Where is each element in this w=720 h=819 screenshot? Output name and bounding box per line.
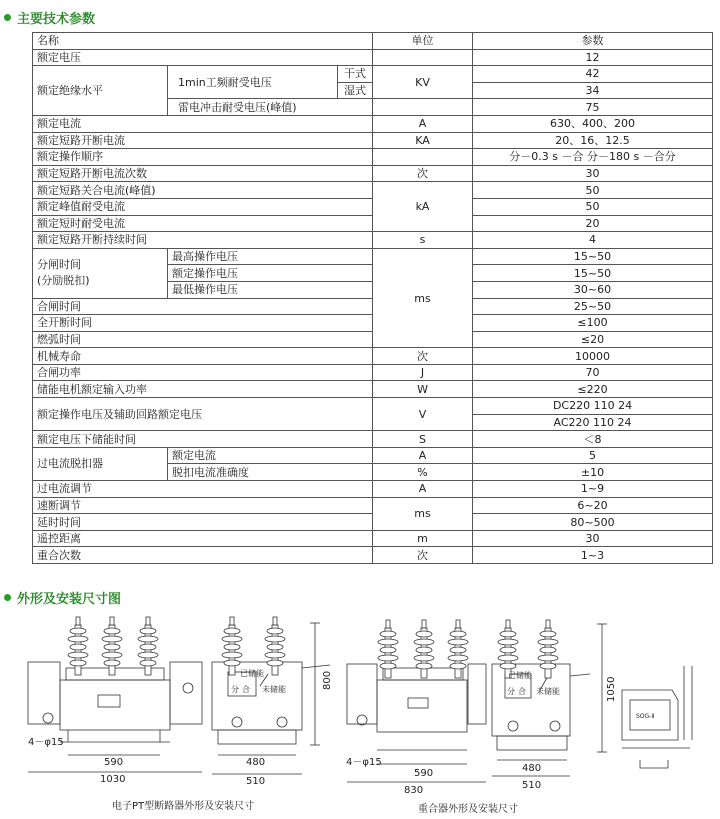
table-row: 额定操作电压及辅助回路额定电压 V DC220 110 24 [33, 398, 713, 415]
dim-590-left: 590 [104, 757, 124, 768]
recloser-front-view [347, 664, 486, 750]
section-title-drawings: 外形及安装尺寸图 [4, 588, 121, 607]
table-row: 分闸时间 (分励脱扣) 最高操作电压 ms 15~50 [33, 248, 713, 265]
table-row: 重合次数 次 1~3 [33, 547, 713, 564]
header-name: 名称 [33, 33, 373, 50]
table-row: 最低操作电压 30~60 [33, 281, 713, 298]
breaker-side-view [212, 662, 330, 744]
dim-590-right: 590 [414, 768, 434, 779]
sog-controller-view [622, 666, 692, 768]
sog-label: SOG-Ⅱ [636, 713, 655, 720]
dim-1050: 1050 [606, 676, 617, 702]
table-row: 合闸时间 25~50 [33, 298, 713, 315]
table-row: 额定短路开断持续时间 s 4 [33, 232, 713, 249]
label-open-right: 分 [507, 687, 515, 696]
table-row: 额定电压下储能时间 S ＜8 [33, 431, 713, 448]
table-row: 湿式 34 [33, 82, 713, 99]
dim-4phi15-left: 4－φ15 [28, 737, 64, 748]
table-row: 额定电压 12 [33, 49, 713, 66]
dim-480-right: 480 [522, 763, 542, 774]
header-unit: 单位 [373, 33, 473, 50]
table-row: 额定短路开断电流次数 次 30 [33, 165, 713, 182]
table-row: 额定操作电压 15~50 [33, 265, 713, 282]
bullet-dot-icon [4, 594, 11, 601]
breaker-front-view [28, 662, 202, 742]
table-row: 全开断时间 ≤100 [33, 315, 713, 332]
table-row: 储能电机额定输入功率 W ≤220 [33, 381, 713, 398]
table-row: 额定操作顺序 分－0.3 s －合 分－180 s －合分 [33, 149, 713, 166]
table-header-row [33, 33, 713, 50]
table-row: 额定峰值耐受电流 50 [33, 198, 713, 215]
table-row: 额定电流 A 630、400、200 [33, 115, 713, 132]
dim-4phi15-right: 4－φ15 [346, 757, 382, 768]
table-row: 合闸功率 J 70 [33, 364, 713, 381]
label-unstored-right: 未储能 [536, 687, 560, 696]
dim-1030: 1030 [100, 774, 126, 785]
table-row: 过电流脱扣器 额定电流 A 5 [33, 447, 713, 464]
label-open-left: 分 [231, 685, 239, 694]
table-row: 雷电冲击耐受电压(峰值) 75 [33, 99, 713, 116]
caption-pt-breaker: 电子PT型断路器外形及安装尺寸 [112, 801, 255, 812]
spec-table [32, 32, 713, 564]
caption-recloser: 重合器外形及安装尺寸 [418, 804, 518, 815]
table-row: AC220 110 24 [33, 414, 713, 431]
table-row: 机械寿命 次 10000 [33, 348, 713, 365]
dim-480-left: 480 [246, 757, 266, 768]
table-row: 过电流调节 A 1~9 [33, 481, 713, 498]
bullet-dot-icon [4, 14, 11, 21]
section-title-params: 主要技术参数 [4, 8, 95, 27]
table-row: 额定短路开断电流 KA 20、16、12.5 [33, 132, 713, 149]
dim-800: 800 [322, 670, 333, 690]
label-close-left: 合 [242, 685, 250, 694]
header-value: 参数 [473, 33, 713, 50]
table-row: 脱扣电流准确度 % ±10 [33, 464, 713, 481]
table-row: 延时时间 80~500 [33, 514, 713, 531]
dim-830: 830 [404, 785, 424, 796]
dim-510-left: 510 [246, 776, 266, 787]
recloser-side-view [492, 664, 590, 750]
label-stored-left: 已储能 [240, 669, 264, 678]
table-row: 遥控距离 m 30 [33, 530, 713, 547]
table-row: 燃弧时间 ≤20 [33, 331, 713, 348]
table-row: 额定短路关合电流(峰值) kA 50 [33, 182, 713, 199]
label-close-right: 合 [518, 687, 526, 696]
label-stored-right: 已储能 [508, 671, 532, 680]
table-row: 速断调节 ms 6~20 [33, 497, 713, 514]
label-unstored-left: 未储能 [262, 685, 286, 694]
table-row: 额定绝缘水平 1min工频耐受电压 干式 KV 42 [33, 66, 713, 83]
dim-510-right: 510 [522, 780, 542, 791]
table-row: 额定短时耐受电流 20 [33, 215, 713, 232]
